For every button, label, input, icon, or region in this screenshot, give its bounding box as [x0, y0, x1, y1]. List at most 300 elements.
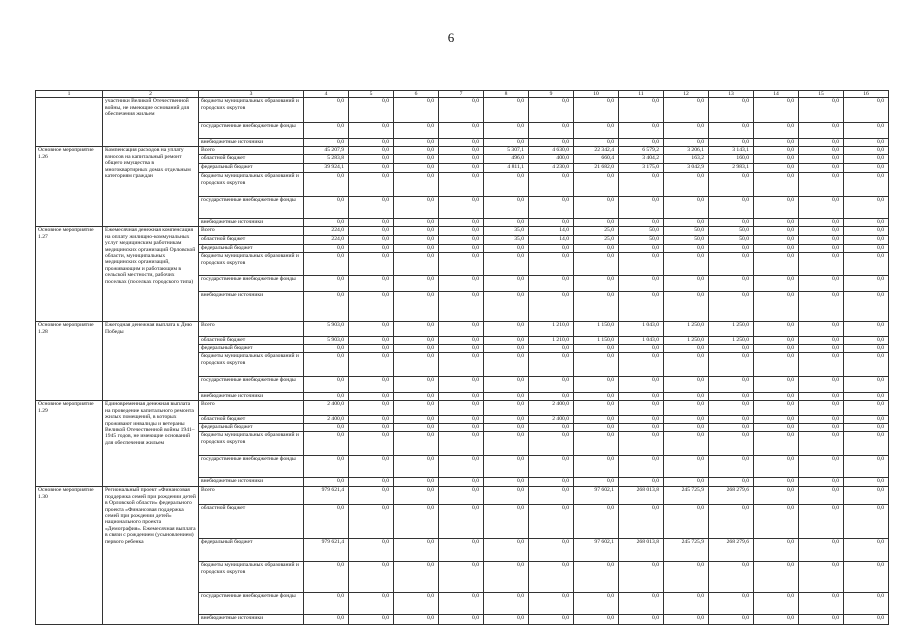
value-cell: 0,0 — [574, 401, 619, 416]
value-cell: 0,0 — [844, 505, 889, 539]
value-cell: 0,0 — [574, 478, 619, 487]
value-cell: 0,0 — [799, 98, 844, 123]
value-cell: 0,0 — [619, 615, 664, 625]
measure-description: Региональный проект «Финансовая поддержка семей при рождении детей в Орловской области» федерального проекта «Финансовая поддержка семей при рождении детей» национального проекта «Демография». Ежемесячная выплата в связи с рождением (усыновлением) первого ребенка — [103, 487, 199, 625]
value-cell: 0,0 — [574, 173, 619, 197]
value-cell: 0,0 — [349, 456, 394, 478]
value-cell: 0,0 — [484, 424, 529, 432]
value-cell: 0,0 — [709, 416, 754, 424]
value-cell: 0,0 — [394, 401, 439, 416]
value-cell: 0,0 — [619, 424, 664, 432]
value-cell: 0,0 — [619, 478, 664, 487]
value-cell: 0,0 — [394, 123, 439, 139]
value-cell: 0,0 — [619, 505, 664, 539]
funding-source: областной бюджет — [199, 416, 304, 424]
value-cell: 0,0 — [664, 424, 709, 432]
value-cell: 1 250,0 — [709, 337, 754, 345]
value-cell: 0,0 — [844, 562, 889, 593]
value-cell: 0,0 — [754, 353, 799, 377]
value-cell: 0,0 — [439, 155, 484, 164]
value-cell: 0,0 — [799, 173, 844, 197]
value-cell: 0,0 — [754, 593, 799, 615]
value-cell: 0,0 — [529, 487, 574, 505]
column-number-cell: 5 — [349, 91, 394, 98]
value-cell: 0,0 — [754, 478, 799, 487]
value-cell: 0,0 — [484, 322, 529, 337]
value-cell: 0,0 — [799, 123, 844, 139]
value-cell: 0,0 — [394, 173, 439, 197]
value-cell: 0,0 — [619, 432, 664, 456]
value-cell: 0,0 — [754, 236, 799, 245]
value-cell: 0,0 — [439, 227, 484, 236]
value-cell: 0,0 — [844, 401, 889, 416]
value-cell: 0,0 — [484, 615, 529, 625]
value-cell: 0,0 — [484, 345, 529, 353]
value-cell: 0,0 — [844, 432, 889, 456]
value-cell: 268 279,6 — [709, 487, 754, 505]
table-body — [36, 91, 889, 625]
value-cell: 0,0 — [484, 197, 529, 219]
measure-label: Основное мероприятие 1.28 — [36, 322, 103, 401]
value-cell: 0,0 — [574, 276, 619, 292]
value-cell: 0,0 — [754, 416, 799, 424]
value-cell: 0,0 — [574, 139, 619, 147]
value-cell: 4 630,0 — [529, 147, 574, 155]
value-cell: 0,0 — [754, 98, 799, 123]
value-cell: 0,0 — [439, 615, 484, 625]
value-cell: 0,0 — [304, 478, 349, 487]
value-cell: 4 230,0 — [529, 164, 574, 173]
value-cell: 0,0 — [799, 227, 844, 236]
value-cell: 0,0 — [754, 253, 799, 276]
value-cell: 0,0 — [709, 173, 754, 197]
value-cell: 3 175,0 — [619, 164, 664, 173]
value-cell: 0,0 — [439, 424, 484, 432]
value-cell: 0,0 — [844, 487, 889, 505]
funding-source: бюджеты муниципальных образований и городских округов — [199, 253, 304, 276]
funding-source: государственные внебюджетные фонды — [199, 456, 304, 478]
measure-description: Компенсация расходов на уплату взносов на капитальный ремонт общего имущества в многоквартирных домах отдельным категориям граждан — [103, 147, 199, 227]
value-cell: 0,0 — [754, 123, 799, 139]
value-cell: 160,0 — [709, 155, 754, 164]
value-cell: 0,0 — [394, 253, 439, 276]
column-number-cell: 6 — [394, 91, 439, 98]
value-cell: 0,0 — [304, 219, 349, 227]
value-cell: 0,0 — [844, 276, 889, 292]
value-cell: 1 250,0 — [664, 337, 709, 345]
value-cell: 6 579,2 — [619, 147, 664, 155]
value-cell: 0,0 — [484, 219, 529, 227]
value-cell: 0,0 — [799, 539, 844, 562]
funding-source: государственные внебюджетные фонды — [199, 197, 304, 219]
value-cell: 0,0 — [349, 245, 394, 253]
value-cell: 3 042,9 — [664, 164, 709, 173]
value-cell: 0,0 — [844, 139, 889, 147]
value-cell: 0,0 — [754, 155, 799, 164]
value-cell: 0,0 — [394, 197, 439, 219]
value-cell: 0,0 — [484, 292, 529, 322]
funding-source: внебюджетные источники — [199, 478, 304, 487]
funding-source: Всего — [199, 147, 304, 155]
budget-table — [35, 90, 889, 625]
value-cell: 0,0 — [349, 173, 394, 197]
value-cell: 0,0 — [799, 432, 844, 456]
value-cell: 0,0 — [664, 245, 709, 253]
value-cell: 0,0 — [349, 98, 394, 123]
value-cell: 50,0 — [664, 227, 709, 236]
value-cell: 2 400,0 — [529, 401, 574, 416]
value-cell: 0,0 — [394, 139, 439, 147]
funding-source: федеральный бюджет — [199, 245, 304, 253]
value-cell: 0,0 — [529, 353, 574, 377]
value-cell: 0,0 — [799, 139, 844, 147]
value-cell: 0,0 — [484, 539, 529, 562]
value-cell: 0,0 — [394, 456, 439, 478]
funding-source: внебюджетные источники — [199, 393, 304, 401]
value-cell: 0,0 — [304, 393, 349, 401]
value-cell: 0,0 — [619, 593, 664, 615]
value-cell: 268 013,8 — [619, 539, 664, 562]
value-cell: 0,0 — [484, 593, 529, 615]
value-cell: 0,0 — [754, 432, 799, 456]
value-cell: 0,0 — [349, 401, 394, 416]
value-cell: 0,0 — [529, 276, 574, 292]
value-cell: 0,0 — [799, 593, 844, 615]
column-number-row — [36, 91, 889, 98]
funding-source: бюджеты муниципальных образований и городских округов — [199, 173, 304, 197]
value-cell: 5 903,0 — [304, 337, 349, 345]
column-number-cell: 15 — [799, 91, 844, 98]
value-cell: 0,0 — [709, 456, 754, 478]
value-cell: 0,0 — [799, 353, 844, 377]
value-cell: 1 043,0 — [619, 337, 664, 345]
value-cell: 0,0 — [439, 353, 484, 377]
value-cell: 22 342,4 — [574, 147, 619, 155]
value-cell: 0,0 — [754, 539, 799, 562]
value-cell: 0,0 — [844, 147, 889, 155]
value-cell: 0,0 — [844, 197, 889, 219]
value-cell: 0,0 — [484, 432, 529, 456]
value-cell: 0,0 — [349, 345, 394, 353]
value-cell: 0,0 — [349, 253, 394, 276]
value-cell: 0,0 — [754, 456, 799, 478]
value-cell: 0,0 — [484, 401, 529, 416]
column-number-cell: 11 — [619, 91, 664, 98]
value-cell: 0,0 — [349, 539, 394, 562]
value-cell: 14,0 — [529, 236, 574, 245]
value-cell: 0,0 — [664, 401, 709, 416]
value-cell: 1 210,0 — [529, 337, 574, 345]
funding-source: Всего — [199, 401, 304, 416]
value-cell: 0,0 — [349, 393, 394, 401]
value-cell: 0,0 — [664, 292, 709, 322]
measure-label: Основное мероприятие 1.26 — [36, 147, 103, 227]
value-cell: 0,0 — [844, 155, 889, 164]
value-cell: 0,0 — [304, 253, 349, 276]
funding-source: федеральный бюджет — [199, 164, 304, 173]
column-number-cell: 13 — [709, 91, 754, 98]
value-cell: 0,0 — [844, 245, 889, 253]
value-cell: 0,0 — [484, 393, 529, 401]
value-cell: 0,0 — [304, 173, 349, 197]
value-cell: 0,0 — [349, 219, 394, 227]
value-cell: 0,0 — [754, 401, 799, 416]
value-cell: 0,0 — [349, 562, 394, 593]
value-cell: 0,0 — [799, 401, 844, 416]
value-cell: 0,0 — [439, 345, 484, 353]
column-number-cell: 1 — [36, 91, 103, 98]
value-cell: 0,0 — [349, 416, 394, 424]
funding-source: внебюджетные источники — [199, 219, 304, 227]
value-cell: 0,0 — [529, 505, 574, 539]
table-row — [36, 227, 889, 236]
value-cell: 0,0 — [304, 245, 349, 253]
value-cell: 0,0 — [664, 123, 709, 139]
value-cell: 0,0 — [664, 562, 709, 593]
value-cell: 0,0 — [394, 147, 439, 155]
funding-source: бюджеты муниципальных образований и городских округов — [199, 98, 304, 123]
value-cell: 0,0 — [664, 615, 709, 625]
value-cell: 0,0 — [844, 292, 889, 322]
value-cell: 0,0 — [844, 123, 889, 139]
value-cell: 5 283,8 — [304, 155, 349, 164]
value-cell: 0,0 — [664, 416, 709, 424]
value-cell: 50,0 — [709, 227, 754, 236]
value-cell: 0,0 — [709, 593, 754, 615]
value-cell: 0,0 — [394, 245, 439, 253]
value-cell: 0,0 — [709, 345, 754, 353]
value-cell: 0,0 — [799, 615, 844, 625]
value-cell: 0,0 — [709, 478, 754, 487]
value-cell: 224,0 — [304, 236, 349, 245]
value-cell: 224,0 — [304, 227, 349, 236]
value-cell: 0,0 — [574, 416, 619, 424]
value-cell: 0,0 — [754, 245, 799, 253]
value-cell: 0,0 — [574, 615, 619, 625]
value-cell: 0,0 — [349, 123, 394, 139]
value-cell: 0,0 — [529, 245, 574, 253]
value-cell: 1 150,0 — [574, 337, 619, 345]
value-cell: 0,0 — [439, 416, 484, 424]
value-cell: 35,0 — [484, 227, 529, 236]
value-cell: 0,0 — [484, 478, 529, 487]
value-cell: 0,0 — [304, 593, 349, 615]
value-cell: 50,0 — [619, 227, 664, 236]
value-cell: 0,0 — [754, 487, 799, 505]
value-cell: 0,0 — [619, 345, 664, 353]
value-cell: 0,0 — [619, 245, 664, 253]
value-cell: 0,0 — [574, 253, 619, 276]
value-cell: 0,0 — [439, 173, 484, 197]
value-cell: 0,0 — [349, 227, 394, 236]
value-cell: 0,0 — [844, 593, 889, 615]
value-cell: 0,0 — [529, 615, 574, 625]
value-cell: 0,0 — [394, 478, 439, 487]
column-number-cell: 2 — [103, 91, 199, 98]
funding-source: бюджеты муниципальных образований и городских округов — [199, 432, 304, 456]
value-cell: 0,0 — [619, 456, 664, 478]
value-cell: 0,0 — [394, 155, 439, 164]
value-cell: 0,0 — [349, 478, 394, 487]
measure-description: Ежемесячная денежная компенсация на оплату жилищно-коммунальных услуг медицинским работникам медицинских организаций Орловской области, муниципальных медицинских организаций, проживающим и работающим в сельской местности, рабочих поселках (поселках городского типа) — [103, 227, 199, 322]
value-cell: 400,0 — [529, 155, 574, 164]
value-cell: 0,0 — [844, 478, 889, 487]
value-cell: 0,0 — [709, 615, 754, 625]
value-cell: 0,0 — [349, 147, 394, 155]
value-cell: 0,0 — [484, 562, 529, 593]
value-cell: 245 725,9 — [664, 539, 709, 562]
funding-source: внебюджетные источники — [199, 139, 304, 147]
funding-source: Всего — [199, 227, 304, 236]
value-cell: 50,0 — [709, 236, 754, 245]
value-cell: 0,0 — [394, 292, 439, 322]
value-cell: 0,0 — [394, 615, 439, 625]
value-cell: 0,0 — [619, 276, 664, 292]
value-cell: 0,0 — [709, 245, 754, 253]
value-cell: 0,0 — [754, 505, 799, 539]
value-cell: 0,0 — [439, 337, 484, 345]
value-cell: 0,0 — [394, 337, 439, 345]
table-row — [36, 401, 889, 416]
value-cell: 0,0 — [484, 353, 529, 377]
value-cell: 0,0 — [529, 539, 574, 562]
value-cell: 0,0 — [349, 377, 394, 393]
value-cell: 0,0 — [574, 292, 619, 322]
value-cell: 0,0 — [349, 615, 394, 625]
value-cell: 0,0 — [799, 197, 844, 219]
value-cell: 0,0 — [574, 393, 619, 401]
value-cell: 0,0 — [439, 593, 484, 615]
value-cell: 0,0 — [484, 139, 529, 147]
value-cell: 0,0 — [304, 197, 349, 219]
value-cell: 0,0 — [304, 615, 349, 625]
value-cell: 0,0 — [574, 424, 619, 432]
value-cell: 21 682,0 — [574, 164, 619, 173]
value-cell: 0,0 — [799, 292, 844, 322]
value-cell: 0,0 — [664, 505, 709, 539]
value-cell: 0,0 — [304, 292, 349, 322]
value-cell: 0,0 — [529, 593, 574, 615]
value-cell: 0,0 — [799, 164, 844, 173]
value-cell: 0,0 — [799, 478, 844, 487]
value-cell: 0,0 — [304, 432, 349, 456]
value-cell: 50,0 — [664, 236, 709, 245]
value-cell: 268 279,6 — [709, 539, 754, 562]
column-number-cell: 10 — [574, 91, 619, 98]
value-cell: 0,0 — [484, 416, 529, 424]
value-cell: 0,0 — [709, 292, 754, 322]
value-cell: 45 207,9 — [304, 147, 349, 155]
value-cell: 0,0 — [394, 487, 439, 505]
value-cell: 0,0 — [799, 322, 844, 337]
value-cell: 0,0 — [799, 505, 844, 539]
value-cell: 0,0 — [619, 377, 664, 393]
value-cell: 0,0 — [799, 253, 844, 276]
value-cell: 979 621,4 — [304, 487, 349, 505]
value-cell: 0,0 — [844, 539, 889, 562]
value-cell: 0,0 — [529, 123, 574, 139]
value-cell: 0,0 — [664, 353, 709, 377]
value-cell: 0,0 — [844, 424, 889, 432]
value-cell: 0,0 — [754, 345, 799, 353]
value-cell: 0,0 — [664, 456, 709, 478]
table-row — [36, 98, 889, 123]
value-cell: 0,0 — [439, 487, 484, 505]
value-cell: 979 621,4 — [304, 539, 349, 562]
value-cell: 0,0 — [439, 393, 484, 401]
value-cell: 0,0 — [754, 197, 799, 219]
value-cell: 0,0 — [484, 505, 529, 539]
table-row — [36, 147, 889, 155]
value-cell: 0,0 — [709, 377, 754, 393]
value-cell: 268 013,8 — [619, 487, 664, 505]
value-cell: 1 210,0 — [529, 322, 574, 337]
measure-label: Основное мероприятие 1.29 — [36, 401, 103, 487]
value-cell: 50,0 — [619, 236, 664, 245]
value-cell: 0,0 — [664, 197, 709, 219]
value-cell: 0,0 — [349, 155, 394, 164]
funding-source: областной бюджет — [199, 505, 304, 539]
value-cell: 2 400,0 — [304, 416, 349, 424]
value-cell: 0,0 — [394, 562, 439, 593]
value-cell: 0,0 — [844, 227, 889, 236]
value-cell: 0,0 — [529, 424, 574, 432]
value-cell: 0,0 — [754, 337, 799, 345]
value-cell: 0,0 — [709, 98, 754, 123]
value-cell: 0,0 — [799, 456, 844, 478]
table-row — [36, 322, 889, 337]
value-cell: 0,0 — [484, 377, 529, 393]
value-cell: 0,0 — [799, 155, 844, 164]
value-cell: 0,0 — [349, 424, 394, 432]
value-cell: 0,0 — [754, 173, 799, 197]
value-cell: 3 143,1 — [709, 147, 754, 155]
value-cell: 0,0 — [394, 353, 439, 377]
value-cell: 496,0 — [484, 155, 529, 164]
value-cell: 0,0 — [619, 98, 664, 123]
value-cell: 0,0 — [844, 615, 889, 625]
column-number-cell: 7 — [439, 91, 484, 98]
value-cell: 0,0 — [754, 292, 799, 322]
value-cell: 0,0 — [439, 478, 484, 487]
value-cell: 0,0 — [619, 562, 664, 593]
value-cell: 0,0 — [844, 164, 889, 173]
funding-source: федеральный бюджет — [199, 539, 304, 562]
value-cell: 0,0 — [664, 393, 709, 401]
value-cell: 0,0 — [799, 562, 844, 593]
funding-source: Всего — [199, 487, 304, 505]
value-cell: 0,0 — [394, 345, 439, 353]
value-cell: 0,0 — [304, 345, 349, 353]
value-cell: 0,0 — [799, 245, 844, 253]
value-cell: 0,0 — [529, 292, 574, 322]
measure-label — [36, 98, 103, 147]
value-cell: 0,0 — [709, 219, 754, 227]
value-cell: 0,0 — [799, 377, 844, 393]
value-cell: 0,0 — [799, 276, 844, 292]
value-cell: 0,0 — [439, 147, 484, 155]
value-cell: 0,0 — [664, 253, 709, 276]
page-number: 6 — [447, 30, 455, 45]
value-cell: 0,0 — [484, 123, 529, 139]
value-cell: 0,0 — [619, 401, 664, 416]
value-cell: 0,0 — [394, 505, 439, 539]
value-cell: 0,0 — [304, 562, 349, 593]
value-cell: 0,0 — [439, 245, 484, 253]
value-cell: 0,0 — [709, 432, 754, 456]
funding-source: государственные внебюджетные фонды — [199, 377, 304, 393]
value-cell: 1 150,0 — [574, 322, 619, 337]
